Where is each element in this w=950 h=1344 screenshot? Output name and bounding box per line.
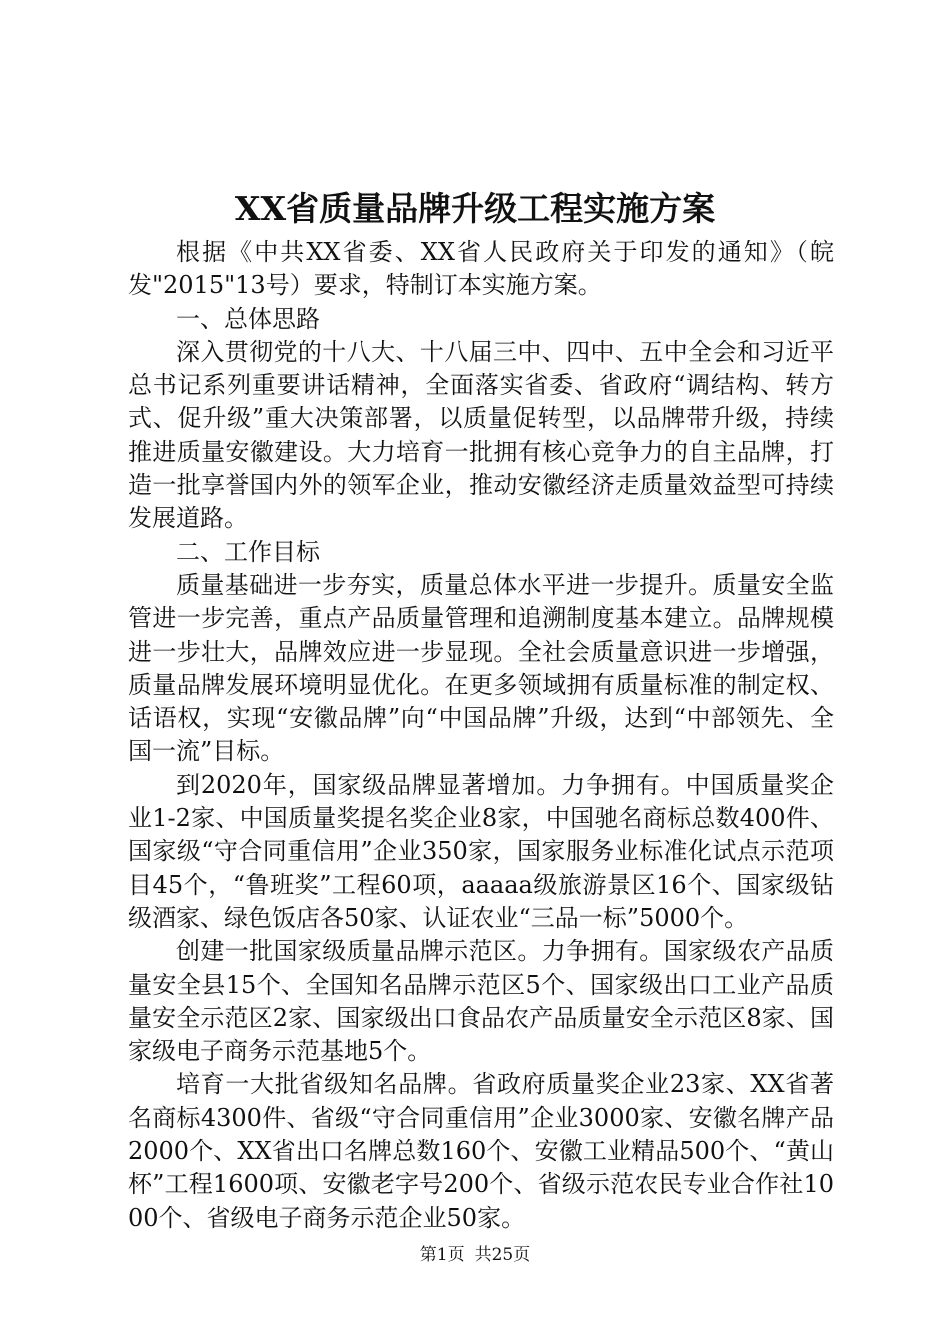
- section-heading-work-goals: 二、工作目标: [176, 537, 320, 566]
- national-brands-paragraph: 到2020年，国家级品牌显著增加。力争拥有。中国质量奖企业1-2家、中国质量奖提名奖企业8家，中国驰名商标总数400件、国家级“守合同重信用”企业350家，国家服务业标准化试点示范项目45个，“鲁班奖”工程60项，aaaaa级旅游景区16个、国家级钻级酒家、绿色饭店各50家、认证农业“三品一标”5000个。: [128, 770, 834, 932]
- document-body: [128, 236, 834, 1235]
- section-heading-overall-approach: 一、总体思路: [176, 304, 320, 333]
- provincial-brands-paragraph: 培育一大批省级知名品牌。省政府质量奖企业23家、XX省著名商标4300件、省级“守合同重信用”企业3000家、安徽名牌产品2000个、XX省出口名牌总数160个、安徽工业精品500个、“黄山杯”工程1600项、安徽老字号200个、省级示范农民专业合作社1000个、省级电子商务示范企业50家。: [128, 1070, 834, 1232]
- work-goals-paragraph: 质量基础进一步夯实，质量总体水平进一步提升。质量安全监管进一步完善，重点产品质量管理和追溯制度基本建立。品牌规模进一步壮大，品牌效应进一步显现。全社会质量意识进一步增强，质量品牌发展环境明显优化。在更多领域拥有质量标准的制定权、话语权，实现“安徽品牌”向“中国品牌”升级，达到“中部领先、全国一流”目标。: [128, 570, 834, 766]
- page-footer: [0, 1244, 950, 1266]
- document-title: XX省质量品牌升级工程实施方案: [234, 189, 716, 228]
- page-number: 第1页: [419, 1245, 465, 1265]
- intro-paragraph: 根据《中共XX省委、XX省人民政府关于印发的通知》（皖发"2015"13号）要求，特制订本实施方案。: [128, 238, 834, 300]
- overall-approach-paragraph: 深入贯彻党的十八大、十八届三中、四中、五中全会和习近平总书记系列重要讲话精神，全面落实省委、省政府“调结构、转方式、促升级”重大决策部署，以质量促转型，以品牌带升级，持续推进质量安徽建设。大力培育一批拥有核心竞争力的自主品牌，打造一批享誉国内外的领军企业，推动安徽经济走质量效益型可持续发展道路。: [128, 337, 834, 533]
- page-total: 共25页: [474, 1245, 531, 1265]
- demonstration-zones-paragraph: 创建一批国家级质量品牌示范区。力争拥有。国家级农产品质量安全县15个、全国知名品牌示范区5个、国家级出口工业产品质量安全示范区2家、国家级出口食品农产品质量安全示范区8家、国家级电子商务示范基地5个。: [128, 937, 834, 1066]
